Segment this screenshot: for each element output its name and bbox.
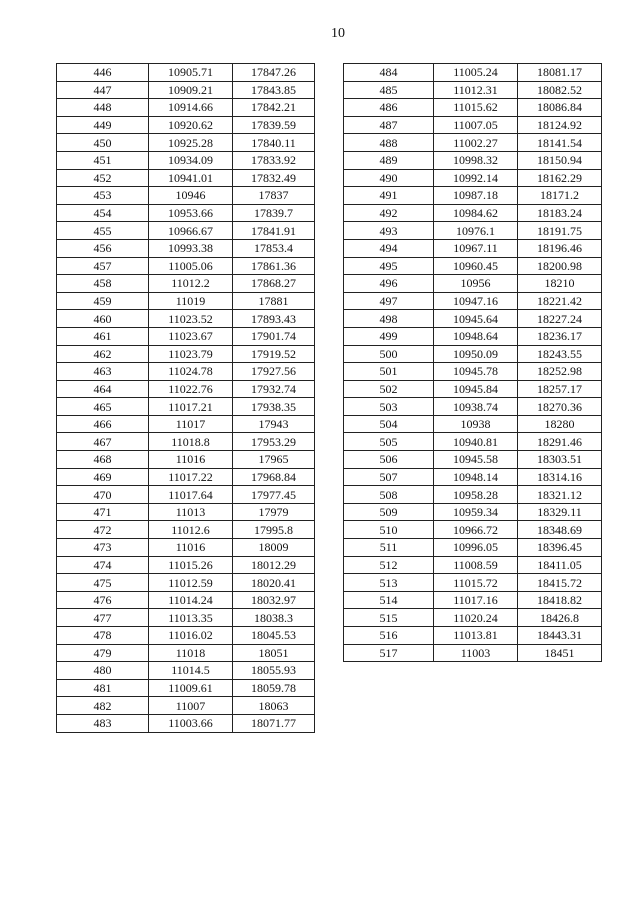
x-coordinate-cell: 11016 [149,539,233,557]
table-row [57,503,315,521]
table-row [57,433,315,451]
point-number-cell: 489 [344,151,434,169]
x-coordinate-cell: 10993.38 [149,239,233,257]
point-number-cell: 514 [344,591,434,609]
y-coordinate-cell: 18348.69 [518,521,602,539]
point-number-cell: 477 [57,609,149,627]
point-number-cell: 459 [57,292,149,310]
x-coordinate-cell: 10948.14 [434,468,518,486]
point-number-cell: 506 [344,451,434,469]
table-row [57,204,315,222]
y-coordinate-cell: 18329.11 [518,503,602,521]
table-row [344,539,602,557]
x-coordinate-cell: 11005.24 [434,64,518,82]
y-coordinate-cell: 18210 [518,275,602,293]
point-number-cell: 457 [57,257,149,275]
point-number-cell: 501 [344,363,434,381]
point-number-cell: 467 [57,433,149,451]
table-row [57,644,315,662]
x-coordinate-cell: 11016.02 [149,627,233,645]
table-row [344,644,602,662]
y-coordinate-cell: 18252.98 [518,363,602,381]
point-number-cell: 453 [57,187,149,205]
point-number-cell: 476 [57,591,149,609]
point-number-cell: 508 [344,486,434,504]
x-coordinate-cell: 10938 [434,415,518,433]
coordinates-table-right [343,63,602,662]
x-coordinate-cell: 11023.67 [149,327,233,345]
x-coordinate-cell: 11012.2 [149,275,233,293]
point-number-cell: 481 [57,679,149,697]
y-coordinate-cell: 18183.24 [518,204,602,222]
x-coordinate-cell: 11007.05 [434,116,518,134]
y-coordinate-cell: 17893.43 [233,310,315,328]
point-number-cell: 490 [344,169,434,187]
point-number-cell: 513 [344,574,434,592]
table-row [57,451,315,469]
y-coordinate-cell: 17968.84 [233,468,315,486]
x-coordinate-cell: 11015.72 [434,574,518,592]
point-number-cell: 492 [344,204,434,222]
x-coordinate-cell: 10909.21 [149,81,233,99]
point-number-cell: 452 [57,169,149,187]
y-coordinate-cell: 18196.46 [518,239,602,257]
table-row [57,539,315,557]
y-coordinate-cell: 17868.27 [233,275,315,293]
table-row [57,415,315,433]
x-coordinate-cell: 10992.14 [434,169,518,187]
table-row [57,574,315,592]
x-coordinate-cell: 10998.32 [434,151,518,169]
table-row [344,591,602,609]
y-coordinate-cell: 18396.45 [518,539,602,557]
table-row [344,275,602,293]
x-coordinate-cell: 10947.16 [434,292,518,310]
point-number-cell: 462 [57,345,149,363]
table-row [57,609,315,627]
x-coordinate-cell: 10984.62 [434,204,518,222]
y-coordinate-cell: 18191.75 [518,222,602,240]
y-coordinate-cell: 17943 [233,415,315,433]
x-coordinate-cell: 10996.05 [434,539,518,557]
x-coordinate-cell: 11014.5 [149,662,233,680]
point-number-cell: 448 [57,99,149,117]
y-coordinate-cell: 18020.41 [233,574,315,592]
x-coordinate-cell: 11008.59 [434,556,518,574]
y-coordinate-cell: 18321.12 [518,486,602,504]
table-row [57,398,315,416]
y-coordinate-cell: 17839.7 [233,204,315,222]
point-number-cell: 493 [344,222,434,240]
y-coordinate-cell: 17901.74 [233,327,315,345]
table-row [57,151,315,169]
point-number-cell: 474 [57,556,149,574]
point-number-cell: 502 [344,380,434,398]
y-coordinate-cell: 17840.11 [233,134,315,152]
y-coordinate-cell: 17841.91 [233,222,315,240]
table-row [344,222,602,240]
table-body-left [57,64,315,733]
point-number-cell: 472 [57,521,149,539]
y-coordinate-cell: 18314.16 [518,468,602,486]
y-coordinate-cell: 18081.17 [518,64,602,82]
table-row [344,503,602,521]
point-number-cell: 499 [344,327,434,345]
point-number-cell: 509 [344,503,434,521]
y-coordinate-cell: 18443.31 [518,627,602,645]
table-row [344,415,602,433]
point-number-cell: 516 [344,627,434,645]
y-coordinate-cell: 17847.26 [233,64,315,82]
y-coordinate-cell: 18415.72 [518,574,602,592]
x-coordinate-cell: 10920.62 [149,116,233,134]
table-row [57,239,315,257]
point-number-cell: 482 [57,697,149,715]
table-row [344,187,602,205]
table-row [344,556,602,574]
y-coordinate-cell: 17832.49 [233,169,315,187]
x-coordinate-cell: 10945.64 [434,310,518,328]
y-coordinate-cell: 18038.3 [233,609,315,627]
x-coordinate-cell: 10958.28 [434,486,518,504]
table-row [57,521,315,539]
y-coordinate-cell: 18162.29 [518,169,602,187]
x-coordinate-cell: 11009.61 [149,679,233,697]
point-number-cell: 505 [344,433,434,451]
y-coordinate-cell: 17853.4 [233,239,315,257]
point-number-cell: 473 [57,539,149,557]
point-number-cell: 485 [344,81,434,99]
table-row [344,310,602,328]
point-number-cell: 446 [57,64,149,82]
y-coordinate-cell: 18051 [233,644,315,662]
x-coordinate-cell: 11017.21 [149,398,233,416]
point-number-cell: 491 [344,187,434,205]
y-coordinate-cell: 18257.17 [518,380,602,398]
point-number-cell: 455 [57,222,149,240]
x-coordinate-cell: 11007 [149,697,233,715]
x-coordinate-cell: 10950.09 [434,345,518,363]
y-coordinate-cell: 17953.29 [233,433,315,451]
x-coordinate-cell: 11013.81 [434,627,518,645]
table-row [57,292,315,310]
point-number-cell: 500 [344,345,434,363]
x-coordinate-cell: 10959.34 [434,503,518,521]
x-coordinate-cell: 11023.52 [149,310,233,328]
table-row [344,398,602,416]
x-coordinate-cell: 10914.66 [149,99,233,117]
x-coordinate-cell: 11017.64 [149,486,233,504]
table-row [57,275,315,293]
x-coordinate-cell: 10945.84 [434,380,518,398]
y-coordinate-cell: 18291.46 [518,433,602,451]
table-row [344,345,602,363]
point-number-cell: 451 [57,151,149,169]
x-coordinate-cell: 11012.31 [434,81,518,99]
y-coordinate-cell: 17833.92 [233,151,315,169]
coordinates-table-left [56,63,315,733]
point-number-cell: 466 [57,415,149,433]
y-coordinate-cell: 18236.17 [518,327,602,345]
point-number-cell: 511 [344,539,434,557]
x-coordinate-cell: 10956 [434,275,518,293]
x-coordinate-cell: 10940.81 [434,433,518,451]
x-coordinate-cell: 11015.26 [149,556,233,574]
x-coordinate-cell: 11017.16 [434,591,518,609]
table-row [344,574,602,592]
y-coordinate-cell: 18055.93 [233,662,315,680]
point-number-cell: 483 [57,714,149,732]
table-row [57,134,315,152]
table-row [57,64,315,82]
x-coordinate-cell: 10966.72 [434,521,518,539]
x-coordinate-cell: 11015.62 [434,99,518,117]
table-row [57,187,315,205]
table-row [57,222,315,240]
y-coordinate-cell: 18071.77 [233,714,315,732]
point-number-cell: 504 [344,415,434,433]
x-coordinate-cell: 10967.11 [434,239,518,257]
y-coordinate-cell: 18124.92 [518,116,602,134]
point-number-cell: 460 [57,310,149,328]
x-coordinate-cell: 11012.59 [149,574,233,592]
x-coordinate-cell: 11024.78 [149,363,233,381]
point-number-cell: 503 [344,398,434,416]
table-row [57,345,315,363]
table-row [344,486,602,504]
y-coordinate-cell: 18082.52 [518,81,602,99]
y-coordinate-cell: 18221.42 [518,292,602,310]
table-body-right [344,64,602,662]
point-number-cell: 484 [344,64,434,82]
x-coordinate-cell: 10934.09 [149,151,233,169]
point-number-cell: 469 [57,468,149,486]
y-coordinate-cell: 18063 [233,697,315,715]
table-row [344,521,602,539]
table-row [57,116,315,134]
x-coordinate-cell: 10960.45 [434,257,518,275]
x-coordinate-cell: 11020.24 [434,609,518,627]
table-row [57,169,315,187]
x-coordinate-cell: 11023.79 [149,345,233,363]
x-coordinate-cell: 10941.01 [149,169,233,187]
table-row [344,81,602,99]
y-coordinate-cell: 18150.94 [518,151,602,169]
table-row [57,486,315,504]
point-number-cell: 471 [57,503,149,521]
x-coordinate-cell: 11002.27 [434,134,518,152]
y-coordinate-cell: 18032.97 [233,591,315,609]
x-coordinate-cell: 11003.66 [149,714,233,732]
y-coordinate-cell: 17965 [233,451,315,469]
x-coordinate-cell: 11016 [149,451,233,469]
x-coordinate-cell: 11018 [149,644,233,662]
table-row [344,327,602,345]
point-number-cell: 458 [57,275,149,293]
table-row [344,627,602,645]
y-coordinate-cell: 17938.35 [233,398,315,416]
table-row [344,363,602,381]
table-row [57,468,315,486]
table-row [344,468,602,486]
x-coordinate-cell: 10987.18 [434,187,518,205]
table-row [344,609,602,627]
table-row [57,662,315,680]
point-number-cell: 465 [57,398,149,416]
y-coordinate-cell: 18200.98 [518,257,602,275]
table-row [344,239,602,257]
y-coordinate-cell: 18243.55 [518,345,602,363]
point-number-cell: 478 [57,627,149,645]
table-row [57,81,315,99]
y-coordinate-cell: 17927.56 [233,363,315,381]
table-row [57,714,315,732]
point-number-cell: 470 [57,486,149,504]
point-number-cell: 510 [344,521,434,539]
x-coordinate-cell: 11019 [149,292,233,310]
x-coordinate-cell: 10948.64 [434,327,518,345]
y-coordinate-cell: 17979 [233,503,315,521]
table-row [57,363,315,381]
table-row [344,380,602,398]
y-coordinate-cell: 18280 [518,415,602,433]
table-row [57,556,315,574]
x-coordinate-cell: 11014.24 [149,591,233,609]
table-row [344,151,602,169]
x-coordinate-cell: 11013.35 [149,609,233,627]
y-coordinate-cell: 17977.45 [233,486,315,504]
x-coordinate-cell: 11018.8 [149,433,233,451]
point-number-cell: 486 [344,99,434,117]
y-coordinate-cell: 17932.74 [233,380,315,398]
table-row [344,257,602,275]
y-coordinate-cell: 18045.53 [233,627,315,645]
point-number-cell: 454 [57,204,149,222]
point-number-cell: 480 [57,662,149,680]
table-row [57,99,315,117]
table-row [344,116,602,134]
table-row [57,380,315,398]
table-row [344,64,602,82]
table-row [57,327,315,345]
point-number-cell: 461 [57,327,149,345]
y-coordinate-cell: 17919.52 [233,345,315,363]
point-number-cell: 487 [344,116,434,134]
y-coordinate-cell: 18059.78 [233,679,315,697]
point-number-cell: 456 [57,239,149,257]
y-coordinate-cell: 18426.8 [518,609,602,627]
point-number-cell: 475 [57,574,149,592]
y-coordinate-cell: 17839.59 [233,116,315,134]
x-coordinate-cell: 11013 [149,503,233,521]
point-number-cell: 497 [344,292,434,310]
table-row [344,204,602,222]
y-coordinate-cell: 17842.21 [233,99,315,117]
point-number-cell: 447 [57,81,149,99]
point-number-cell: 464 [57,380,149,398]
x-coordinate-cell: 10925.28 [149,134,233,152]
y-coordinate-cell: 17843.85 [233,81,315,99]
y-coordinate-cell: 18411.05 [518,556,602,574]
point-number-cell: 488 [344,134,434,152]
point-number-cell: 463 [57,363,149,381]
point-number-cell: 449 [57,116,149,134]
table-row [57,257,315,275]
y-coordinate-cell: 18270.36 [518,398,602,416]
y-coordinate-cell: 17837 [233,187,315,205]
x-coordinate-cell: 10946 [149,187,233,205]
point-number-cell: 495 [344,257,434,275]
y-coordinate-cell: 17861.36 [233,257,315,275]
x-coordinate-cell: 11012.6 [149,521,233,539]
table-row [344,99,602,117]
x-coordinate-cell: 10966.67 [149,222,233,240]
x-coordinate-cell: 11005.06 [149,257,233,275]
y-coordinate-cell: 18303.51 [518,451,602,469]
x-coordinate-cell: 10976.1 [434,222,518,240]
y-coordinate-cell: 18418.82 [518,591,602,609]
point-number-cell: 496 [344,275,434,293]
page-number: 10 [331,26,345,41]
x-coordinate-cell: 10938.74 [434,398,518,416]
table-row [344,451,602,469]
y-coordinate-cell: 17881 [233,292,315,310]
x-coordinate-cell: 11017 [149,415,233,433]
table-row [57,591,315,609]
x-coordinate-cell: 11017.22 [149,468,233,486]
table-row [57,627,315,645]
y-coordinate-cell: 18012.29 [233,556,315,574]
point-number-cell: 450 [57,134,149,152]
point-number-cell: 479 [57,644,149,662]
table-row [57,679,315,697]
point-number-cell: 512 [344,556,434,574]
point-number-cell: 507 [344,468,434,486]
x-coordinate-cell: 10945.58 [434,451,518,469]
x-coordinate-cell: 11003 [434,644,518,662]
point-number-cell: 517 [344,644,434,662]
point-number-cell: 494 [344,239,434,257]
table-row [344,169,602,187]
table-row [344,134,602,152]
x-coordinate-cell: 11022.76 [149,380,233,398]
table-row [344,433,602,451]
x-coordinate-cell: 10945.78 [434,363,518,381]
point-number-cell: 468 [57,451,149,469]
y-coordinate-cell: 18086.84 [518,99,602,117]
y-coordinate-cell: 18009 [233,539,315,557]
y-coordinate-cell: 18171.2 [518,187,602,205]
y-coordinate-cell: 18227.24 [518,310,602,328]
point-number-cell: 498 [344,310,434,328]
y-coordinate-cell: 18451 [518,644,602,662]
x-coordinate-cell: 10905.71 [149,64,233,82]
x-coordinate-cell: 10953.66 [149,204,233,222]
y-coordinate-cell: 18141.54 [518,134,602,152]
point-number-cell: 515 [344,609,434,627]
table-row [57,310,315,328]
y-coordinate-cell: 17995.8 [233,521,315,539]
table-row [57,697,315,715]
table-row [344,292,602,310]
